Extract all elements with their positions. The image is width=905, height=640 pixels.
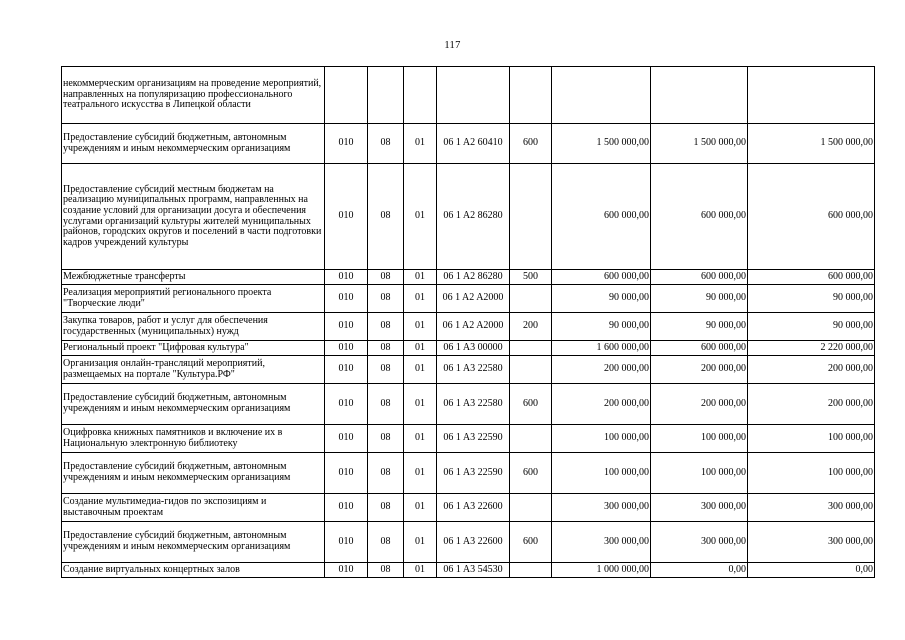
cell-amount-year-3: 300 000,00 [748, 494, 875, 522]
cell-amount-year-1: 90 000,00 [552, 313, 651, 341]
cell-section-code [368, 67, 404, 124]
cell-amount-year-1: 600 000,00 [552, 164, 651, 270]
cell-amount-year-3: 200 000,00 [748, 384, 875, 425]
table-row [62, 453, 875, 494]
table-row [62, 356, 875, 384]
row-name: Реализация мероприятий регионального проекта "Творческие люди" [62, 285, 325, 313]
cell-amount-year-3: 90 000,00 [748, 285, 875, 313]
table-row [62, 384, 875, 425]
table-row [62, 563, 875, 578]
cell-expense-type: 600 [510, 522, 552, 563]
cell-ministry-code: 010 [325, 313, 368, 341]
cell-ministry-code: 010 [325, 124, 368, 164]
cell-amount-year-3: 1 500 000,00 [748, 124, 875, 164]
cell-expense-type: 600 [510, 453, 552, 494]
cell-amount-year-2: 90 000,00 [651, 285, 748, 313]
cell-amount-year-1: 100 000,00 [552, 425, 651, 453]
cell-amount-year-3: 90 000,00 [748, 313, 875, 341]
row-name: Предоставление субсидий местным бюджетам на реализацию муниципальных программ, направленных на создание условий для организации досуга и обеспечения услугами организаций культуры жителей муниципальных районов, городских округов и поселений в части подготовки кадров учреждений культуры [62, 164, 325, 270]
cell-subsection-code: 01 [404, 341, 437, 356]
cell-amount-year-1: 200 000,00 [552, 384, 651, 425]
table-row [62, 522, 875, 563]
row-name: некоммерческим организациям на проведение мероприятий, направленных на популяризацию профессионального театрального искусства в Липецкой области [62, 67, 325, 124]
cell-target-article: 06 1 A2 86280 [437, 164, 510, 270]
cell-subsection-code: 01 [404, 270, 437, 285]
cell-section-code: 08 [368, 453, 404, 494]
cell-expense-type [510, 425, 552, 453]
cell-expense-type [510, 563, 552, 578]
row-name: Предоставление субсидий бюджетным, автономным учреждениям и иным некоммерческим организациям [62, 522, 325, 563]
cell-subsection-code: 01 [404, 494, 437, 522]
cell-expense-type [510, 494, 552, 522]
cell-amount-year-1: 200 000,00 [552, 356, 651, 384]
cell-section-code: 08 [368, 522, 404, 563]
cell-expense-type [510, 356, 552, 384]
cell-amount-year-2: 90 000,00 [651, 313, 748, 341]
cell-ministry-code: 010 [325, 563, 368, 578]
cell-ministry-code: 010 [325, 453, 368, 494]
cell-subsection-code: 01 [404, 563, 437, 578]
cell-amount-year-1: 300 000,00 [552, 494, 651, 522]
row-name: Оцифровка книжных памятников и включение их в Национальную электронную библиотеку [62, 425, 325, 453]
cell-subsection-code: 01 [404, 384, 437, 425]
cell-ministry-code: 010 [325, 285, 368, 313]
cell-ministry-code: 010 [325, 384, 368, 425]
cell-amount-year-3: 600 000,00 [748, 270, 875, 285]
table-row [62, 341, 875, 356]
cell-target-article [437, 67, 510, 124]
cell-subsection-code: 01 [404, 356, 437, 384]
cell-amount-year-2: 100 000,00 [651, 425, 748, 453]
cell-ministry-code [325, 67, 368, 124]
cell-amount-year-1: 1 000 000,00 [552, 563, 651, 578]
cell-amount-year-3: 0,00 [748, 563, 875, 578]
cell-section-code: 08 [368, 563, 404, 578]
row-name: Закупка товаров, работ и услуг для обеспечения государственных (муниципальных) нужд [62, 313, 325, 341]
cell-amount-year-3 [748, 67, 875, 124]
cell-amount-year-3: 100 000,00 [748, 425, 875, 453]
cell-target-article: 06 1 A3 00000 [437, 341, 510, 356]
cell-amount-year-1: 300 000,00 [552, 522, 651, 563]
cell-section-code: 08 [368, 425, 404, 453]
cell-ministry-code: 010 [325, 356, 368, 384]
cell-target-article: 06 1 A3 22580 [437, 384, 510, 425]
cell-section-code: 08 [368, 124, 404, 164]
cell-amount-year-2: 100 000,00 [651, 453, 748, 494]
cell-expense-type [510, 341, 552, 356]
table-row [62, 164, 875, 270]
cell-expense-type: 600 [510, 384, 552, 425]
cell-amount-year-2: 0,00 [651, 563, 748, 578]
row-name: Предоставление субсидий бюджетным, автономным учреждениям и иным некоммерческим организациям [62, 384, 325, 425]
table-row [62, 313, 875, 341]
cell-expense-type [510, 164, 552, 270]
cell-section-code: 08 [368, 270, 404, 285]
cell-ministry-code: 010 [325, 494, 368, 522]
cell-section-code: 08 [368, 285, 404, 313]
cell-amount-year-3: 100 000,00 [748, 453, 875, 494]
row-name: Организация онлайн-трансляций мероприятий, размещаемых на портале "Культура.РФ" [62, 356, 325, 384]
cell-expense-type [510, 285, 552, 313]
table-row [62, 270, 875, 285]
table-row [62, 124, 875, 164]
cell-expense-type: 200 [510, 313, 552, 341]
cell-amount-year-3: 2 220 000,00 [748, 341, 875, 356]
cell-target-article: 06 1 A3 22600 [437, 522, 510, 563]
row-name: Региональный проект "Цифровая культура" [62, 341, 325, 356]
cell-target-article: 06 1 A3 54530 [437, 563, 510, 578]
page-number: 117 [444, 40, 461, 51]
table-row [62, 67, 875, 124]
cell-amount-year-3: 200 000,00 [748, 356, 875, 384]
cell-subsection-code: 01 [404, 522, 437, 563]
row-name: Создание мультимедиа-гидов по экспозициям и выставочным проектам [62, 494, 325, 522]
cell-section-code: 08 [368, 494, 404, 522]
row-name: Межбюджетные трансферты [62, 270, 325, 285]
cell-section-code: 08 [368, 341, 404, 356]
cell-expense-type: 600 [510, 124, 552, 164]
cell-subsection-code: 01 [404, 164, 437, 270]
cell-subsection-code: 01 [404, 313, 437, 341]
cell-amount-year-2: 200 000,00 [651, 356, 748, 384]
table-row [62, 285, 875, 313]
cell-amount-year-1: 1 500 000,00 [552, 124, 651, 164]
cell-ministry-code: 010 [325, 270, 368, 285]
cell-expense-type: 500 [510, 270, 552, 285]
cell-subsection-code: 01 [404, 285, 437, 313]
cell-amount-year-2: 600 000,00 [651, 164, 748, 270]
cell-amount-year-2: 300 000,00 [651, 522, 748, 563]
cell-target-article: 06 1 A3 22580 [437, 356, 510, 384]
row-name: Создание виртуальных концертных залов [62, 563, 325, 578]
cell-amount-year-1: 100 000,00 [552, 453, 651, 494]
cell-amount-year-2: 300 000,00 [651, 494, 748, 522]
cell-amount-year-2: 600 000,00 [651, 341, 748, 356]
cell-amount-year-3: 300 000,00 [748, 522, 875, 563]
cell-target-article: 06 1 A2 A2000 [437, 285, 510, 313]
cell-amount-year-1: 600 000,00 [552, 270, 651, 285]
table-row [62, 494, 875, 522]
cell-subsection-code: 01 [404, 453, 437, 494]
cell-target-article: 06 1 A3 22600 [437, 494, 510, 522]
cell-amount-year-2: 1 500 000,00 [651, 124, 748, 164]
cell-amount-year-3: 600 000,00 [748, 164, 875, 270]
cell-section-code: 08 [368, 384, 404, 425]
cell-amount-year-1 [552, 67, 651, 124]
table-row [62, 425, 875, 453]
cell-ministry-code: 010 [325, 341, 368, 356]
cell-section-code: 08 [368, 356, 404, 384]
cell-section-code: 08 [368, 164, 404, 270]
cell-target-article: 06 1 A2 60410 [437, 124, 510, 164]
cell-target-article: 06 1 A2 A2000 [437, 313, 510, 341]
row-name: Предоставление субсидий бюджетным, автономным учреждениям и иным некоммерческим организациям [62, 453, 325, 494]
cell-target-article: 06 1 A2 86280 [437, 270, 510, 285]
cell-subsection-code [404, 67, 437, 124]
row-name: Предоставление субсидий бюджетным, автономным учреждениям и иным некоммерческим организациям [62, 124, 325, 164]
cell-ministry-code: 010 [325, 164, 368, 270]
cell-ministry-code: 010 [325, 522, 368, 563]
cell-target-article: 06 1 A3 22590 [437, 453, 510, 494]
cell-amount-year-2: 200 000,00 [651, 384, 748, 425]
cell-amount-year-2: 600 000,00 [651, 270, 748, 285]
cell-expense-type [510, 67, 552, 124]
cell-amount-year-1: 1 600 000,00 [552, 341, 651, 356]
cell-target-article: 06 1 A3 22590 [437, 425, 510, 453]
cell-amount-year-1: 90 000,00 [552, 285, 651, 313]
cell-subsection-code: 01 [404, 425, 437, 453]
cell-ministry-code: 010 [325, 425, 368, 453]
cell-amount-year-2 [651, 67, 748, 124]
table-body [62, 67, 875, 578]
budget-table [61, 66, 875, 578]
cell-subsection-code: 01 [404, 124, 437, 164]
cell-section-code: 08 [368, 313, 404, 341]
